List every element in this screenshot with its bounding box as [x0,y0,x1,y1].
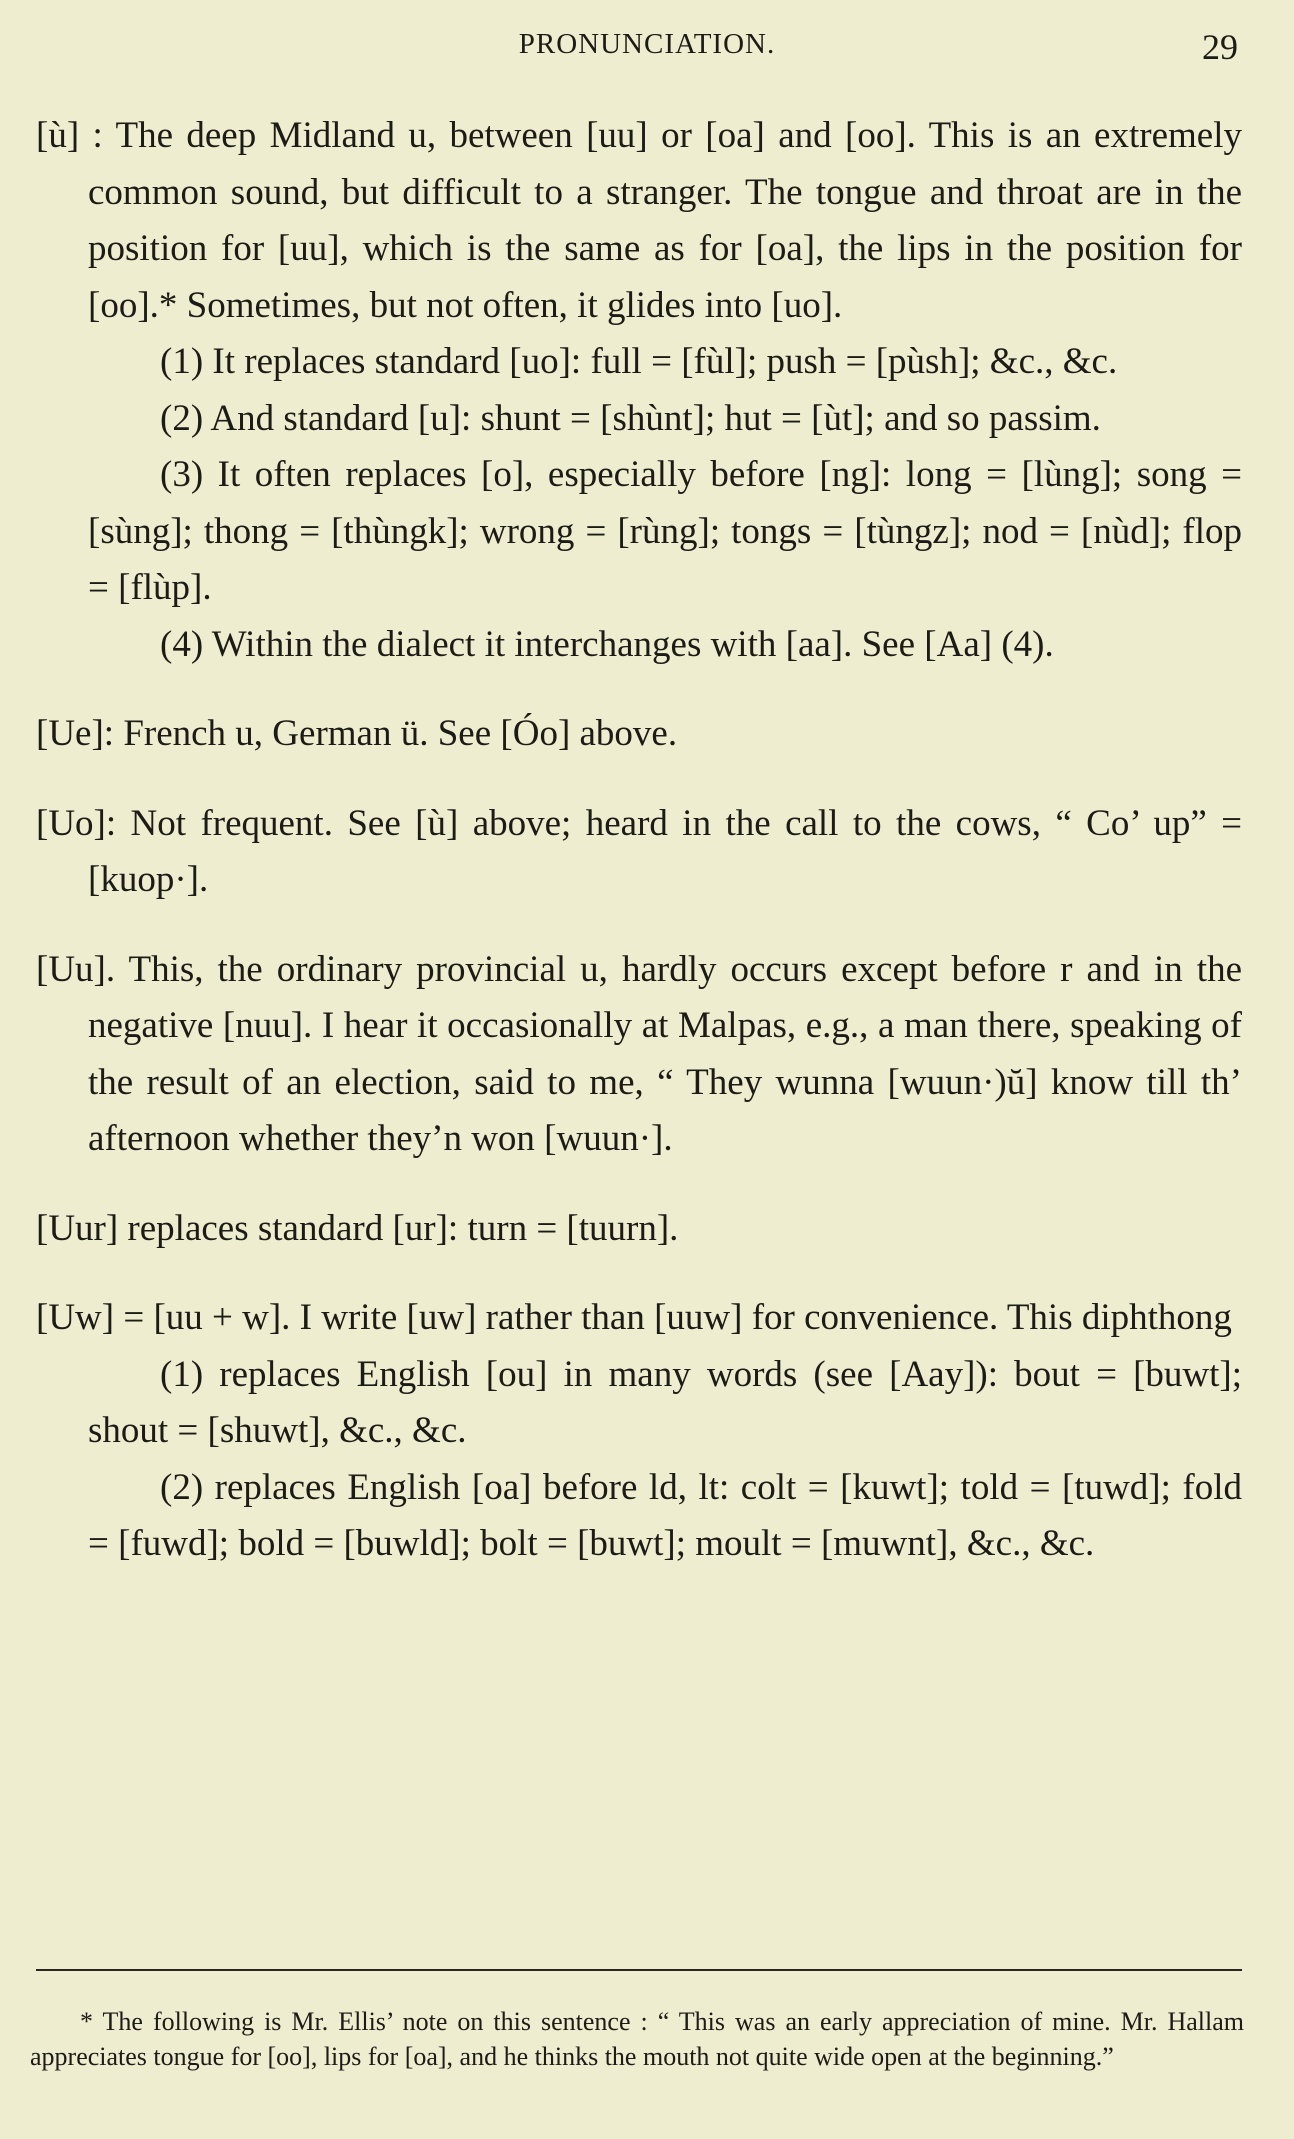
entry-uur [36,1201,1242,1258]
footnote-rule [36,1969,1242,1971]
main-text [36,108,1242,1573]
running-header [0,22,1294,72]
entry-subpoint: (4) Within the dialect it interchanges with [aa]. See [Aa] (4). [160,623,1054,665]
footnote [30,2004,1244,2074]
entry-subpoint: (2) And standard [u]: shunt = [shùnt]; hut = [ùt]; and so passim. [160,397,1101,439]
entry-paragraph: [Ue]: French u, German ü. See [Óo] above. [36,713,678,754]
page-number: 29 [1202,27,1238,67]
entry-paragraph: [Uw] = [uu + w]. I write [uw] rather than [uuw] for convenience. This diphthong [36,1297,1232,1338]
entry-paragraph: [ù] : The deep Midland u, between [uu] or [oa] and [oo]. This is an extremely common sound, but difficult to a stranger. The tongue and throat are in the position for [uu], which is the same as for [oa], the lips in the position for [oo].* Sometimes, but not often, it glides into [uo]. [36,115,1242,326]
entry-subpoint: (2) replaces English [oa] before ld, lt: colt = [kuwt]; told = [tuwd]; fold = [fuwd]; bold = [buwld]; bolt = [buwt]; moult = [muwnt], &c., &c. [88,1466,1242,1564]
entry-paragraph: [Uu]. This, the ordinary provincial u, hardly occurs except before r and in the negative [nuu]. I hear it occasionally at Malpas, e.g., a man there, speaking of the result of an election, said to me, “ They wunna [wuun·)ŭ] know till th’ afternoon whether they’n won [wuun·]. [36,948,1242,1159]
entry-u-grave [36,108,1242,673]
entry-subpoint: (1) It replaces standard [uo]: full = [fùl]; push = [pùsh]; &c., &c. [160,341,1118,382]
entry-subpoint: (1) replaces English [ou] in many words (see [Aay]): bout = [buwt]; shout = [shuwt], &c., &c. [88,1353,1242,1451]
entry-uw [36,1290,1242,1573]
entry-subpoint: (3) It often replaces [o], especially before [ng]: long = [lùng]; song = [sùng]; thong = [thùngk]; wrong = [rùng]; tongs = [tùngz]; nod = [nùd]; flop = [flùp]. [88,454,1242,608]
entry-uu [36,942,1242,1168]
entry-paragraph: [Uo]: Not frequent. See [ù] above; heard in the call to the cows, “ Co’ up” = [kuop·]. [36,802,1242,900]
entry-ue [36,706,1242,763]
entry-paragraph: [Uur] replaces standard [ur]: turn = [tuurn]. [36,1207,679,1249]
entry-uo [36,796,1242,909]
running-title: PRONUNCIATION. [518,28,776,60]
footnote-text: * The following is Mr. Ellis’ note on this sentence : “ This was an early appreciation of mine. Mr. Hallam appreciates tongue for [oo], lips for [oa], and he thinks the mouth not quite wide open at the beginning.” [30,2007,1244,2071]
